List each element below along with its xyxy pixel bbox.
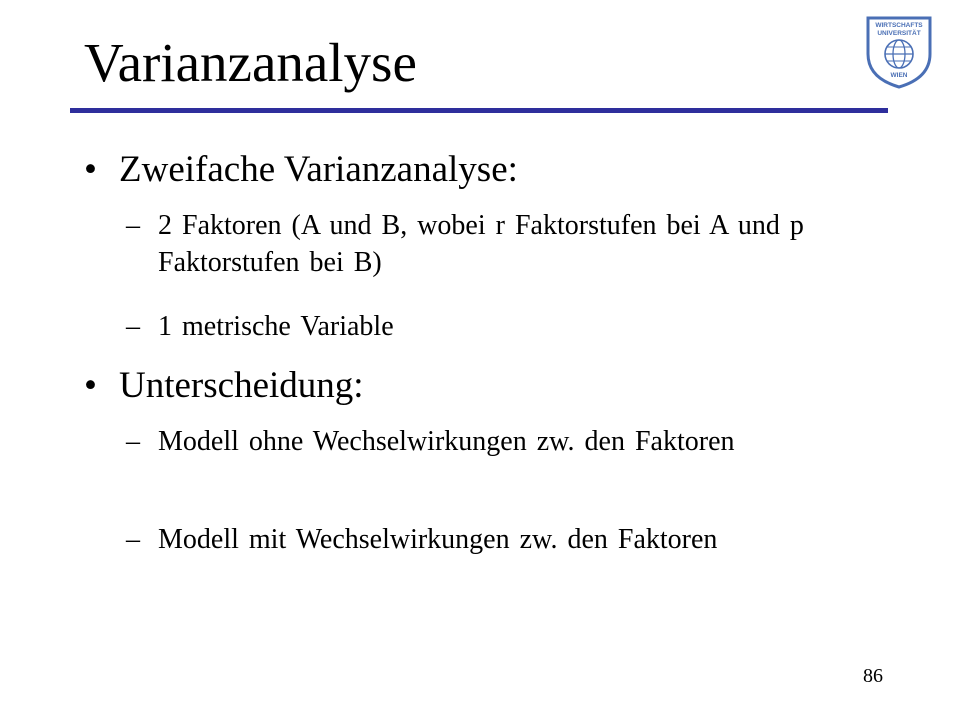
sub-bullet-text: Modell mit Wechselwirkungen zw. den Faktoren [158,524,718,555]
dash-glyph: – [126,426,140,457]
logo-text-line2: UNIVERSITÄT [877,30,921,37]
logo-text-line1: WIRTSCHAFTS [875,22,923,29]
logo-text-line3: WIEN [890,72,908,79]
dash-glyph: – [126,524,140,555]
bullet-glyph: • [84,365,97,406]
bullet-text: Zweifache Varianzanalyse: [119,149,518,190]
sub-bullet-text: 2 Faktoren (A und B, wobei r Faktorstufen bei A und p Faktorstufen bei B) [158,210,804,278]
dash-glyph: – [126,311,140,342]
slide-title: Varianzanalyse [84,32,417,93]
page-number: 86 [863,665,883,687]
bullet-text: Unterscheidung: [119,365,364,406]
dash-glyph: – [126,210,140,241]
sub-bullet-text: 1 metrische Variable [158,311,394,342]
bullet-glyph: • [84,149,97,190]
sub-bullet-text: Modell ohne Wechselwirkungen zw. den Faktoren [158,426,735,457]
